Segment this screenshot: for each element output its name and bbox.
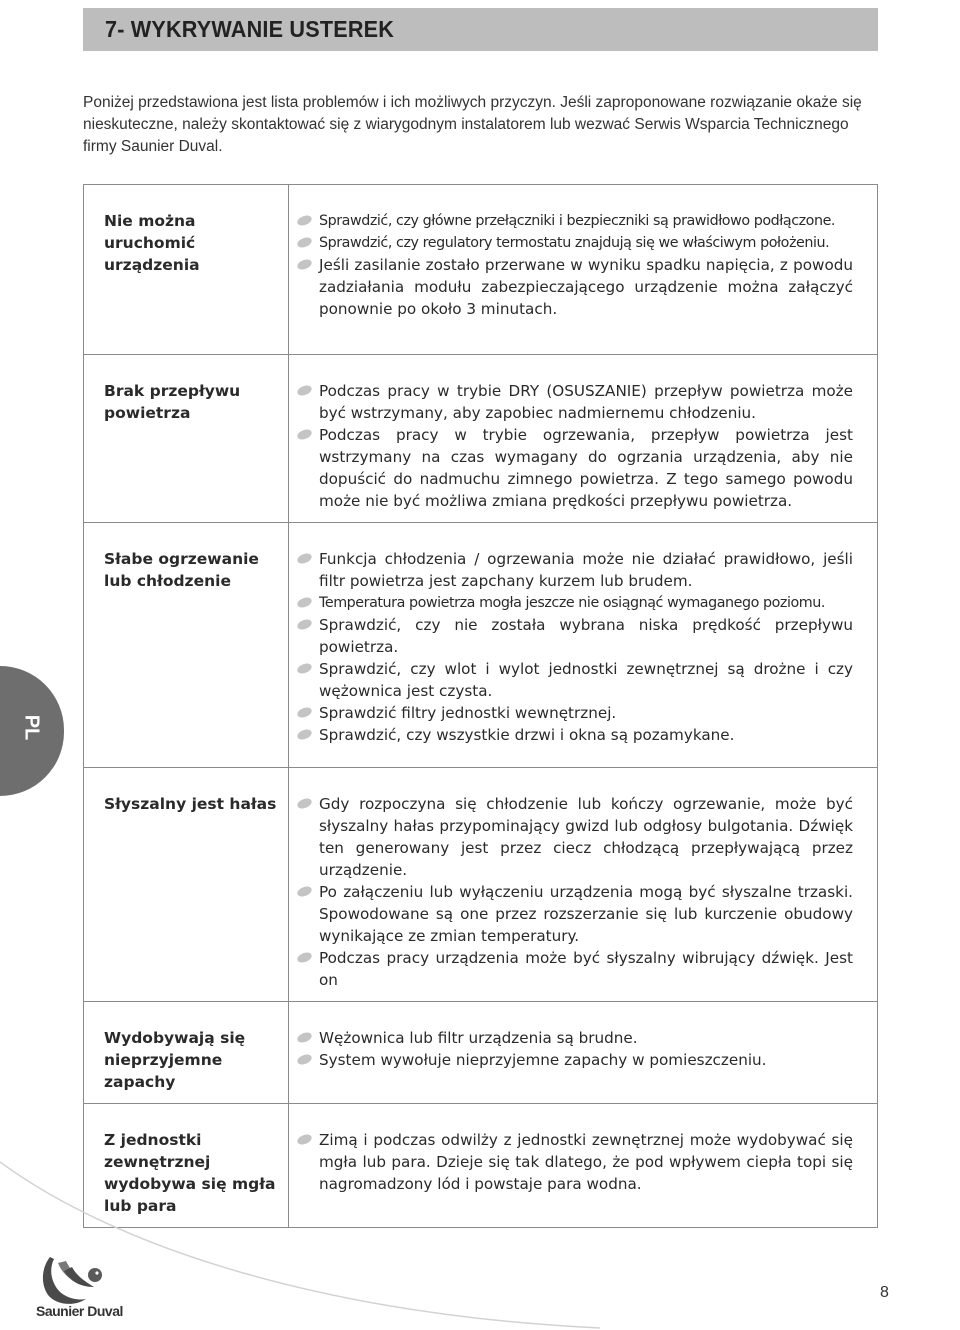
cause-text: Sprawdzić, czy nie została wybrana niska prędkość przepływu powietrza.	[319, 616, 853, 656]
brand-name: Saunier Duval	[36, 1303, 123, 1319]
bullet-icon	[296, 214, 313, 228]
bullet-icon	[296, 596, 313, 610]
table-row	[84, 185, 878, 355]
cause-text: Jeśli zasilanie zostało przerwane w wyniku spadku napięcia, z powodu zadziałania modułu zabezpieczającego urządzenie można załączyć ponownie po około 3 minutach.	[319, 256, 853, 318]
bullet-icon	[296, 384, 313, 398]
intro-text: Poniżej przedstawiona jest lista problemów i ich możliwych przyczyn. Jeśli zaproponowane rozwiązanie okaże się nieskuteczne, należy skontaktować się z wiarygodnym instalatorem lub wezwać Serwis Wsparcia Technicznego firmy Saunier Duval.	[83, 94, 862, 155]
cause-list	[295, 210, 853, 320]
page-number: 8	[880, 1284, 889, 1301]
list-item	[295, 232, 853, 254]
bullet-icon	[296, 951, 313, 965]
solution-cell	[289, 185, 878, 355]
cause-text: Po załączeniu lub wyłączeniu urządzenia mogą być słyszalne trzaski. Spowodowane są one przez rozszerzanie się lub kurczenie obudowy wynikające ze zmian temperatury.	[319, 883, 853, 945]
cause-text: Zimą i podczas odwilży z jednostki zewnętrznej może wydobywać się mgła lub para. Dzieje się tak dlatego, że pod wpływem ciepła topi się nagromadzony lód i powstaje para wodna.	[319, 1131, 853, 1193]
bullet-icon	[296, 662, 313, 676]
problem-cell: Słabe ogrzewanie lub chłodzenie	[84, 523, 289, 768]
bullet-icon	[296, 797, 313, 811]
list-item	[295, 548, 853, 592]
bullet-icon	[296, 885, 313, 899]
table-row	[84, 523, 878, 768]
cause-text: Temperatura powietrza mogła jeszcze nie osiągnąć wymaganego poziomu.	[319, 595, 825, 611]
problem-cell: Wydobywają się nieprzyjemne zapachy	[84, 1002, 289, 1104]
decorative-swoosh	[0, 1140, 960, 1330]
list-item	[295, 210, 853, 232]
bullet-icon	[296, 1053, 313, 1067]
cause-list	[295, 380, 853, 512]
cause-text: System wywołuje nieprzyjemne zapachy w pomieszczeniu.	[319, 1051, 767, 1069]
list-item	[295, 724, 853, 746]
solution-cell	[289, 768, 878, 1002]
table-row	[84, 355, 878, 523]
bullet-icon	[296, 552, 313, 566]
language-tab	[0, 666, 64, 796]
list-item	[295, 1049, 853, 1071]
saunier-duval-logo-icon	[40, 1255, 104, 1307]
list-item	[295, 592, 853, 614]
section-title: 7- WYKRYWANIE USTEREK	[105, 16, 395, 42]
bullet-icon	[296, 728, 313, 742]
cause-text: Sprawdzić filtry jednostki wewnętrznej.	[319, 704, 617, 722]
language-tab-label: PL	[20, 714, 43, 741]
solution-cell	[289, 523, 878, 768]
cause-text: Sprawdzić, czy główne przełączniki i bezpieczniki są prawidłowo podłączone.	[319, 213, 836, 229]
table-row	[84, 1002, 878, 1104]
cause-list	[295, 1027, 853, 1071]
cause-text: Sprawdzić, czy wlot i wylot jednostki zewnętrznej są drożne i czy wężownica jest czysta.	[319, 660, 853, 700]
cause-list	[295, 793, 853, 991]
cause-text: Podczas pracy urządzenia może być słyszalny wibrujący dźwięk. Jest on	[319, 949, 853, 989]
bullet-icon	[296, 706, 313, 720]
cause-text: Gdy rozpoczyna się chłodzenie lub kończy ogrzewanie, może być słyszalny hałas przypominający gwizd lub odgłosy bulgotania. Dźwięk ten generowany jest przez ciecz chłodzącą przepływającą przez urządzenie.	[319, 795, 853, 879]
bullet-icon	[296, 428, 313, 442]
bullet-icon	[296, 1031, 313, 1045]
list-item	[295, 254, 853, 320]
section-title-bar	[83, 8, 878, 51]
cause-text: Funkcja chłodzenia / ogrzewania może nie działać prawidłowo, jeśli filtr powietrza jest zapchany kurzem lub brudem.	[319, 550, 853, 590]
problem-cell: Brak przepływu powietrza	[84, 355, 289, 523]
list-item	[295, 1027, 853, 1049]
solution-cell	[289, 1002, 878, 1104]
list-item	[295, 881, 853, 947]
list-item	[295, 658, 853, 702]
problem-cell: Nie można uruchomić urządzenia	[84, 185, 289, 355]
bullet-icon	[296, 618, 313, 632]
cause-text: Sprawdzić, czy regulatory termostatu znajdują się we właściwym położeniu.	[319, 235, 830, 251]
problem-cell: Z jednostki zewnętrznej wydobywa się mgła lub para	[84, 1104, 289, 1228]
table-row	[84, 768, 878, 1002]
bullet-icon	[296, 236, 313, 250]
cause-text: Podczas pracy w trybie ogrzewania, przepływ powietrza jest wstrzymany na czas wymagany do ogrzania urządzenia, aby nie dopuścić do nadmuchu zimnego powietrza. Z tego samego powodu może nie być możliwa zmiana prędkości przepływu powietrza.	[319, 426, 853, 510]
list-item	[295, 947, 853, 991]
cause-list	[295, 548, 853, 746]
list-item	[295, 424, 853, 512]
cause-text: Podczas pracy w trybie DRY (OSUSZANIE) przepływ powietrza może być wstrzymany, aby zapobiec nadmiernemu chłodzeniu.	[319, 382, 853, 422]
cause-text: Wężownica lub filtr urządzenia są brudne.	[319, 1029, 638, 1047]
list-item	[295, 380, 853, 424]
intro-paragraph	[83, 92, 883, 158]
cause-text: Sprawdzić, czy wszystkie drzwi i okna są pozamykane.	[319, 726, 735, 744]
list-item	[295, 614, 853, 658]
list-item	[295, 702, 853, 724]
troubleshooting-table	[83, 184, 878, 1228]
bullet-icon	[296, 258, 313, 272]
list-item	[295, 793, 853, 881]
problem-cell: Słyszalny jest hałas	[84, 768, 289, 1002]
solution-cell	[289, 355, 878, 523]
